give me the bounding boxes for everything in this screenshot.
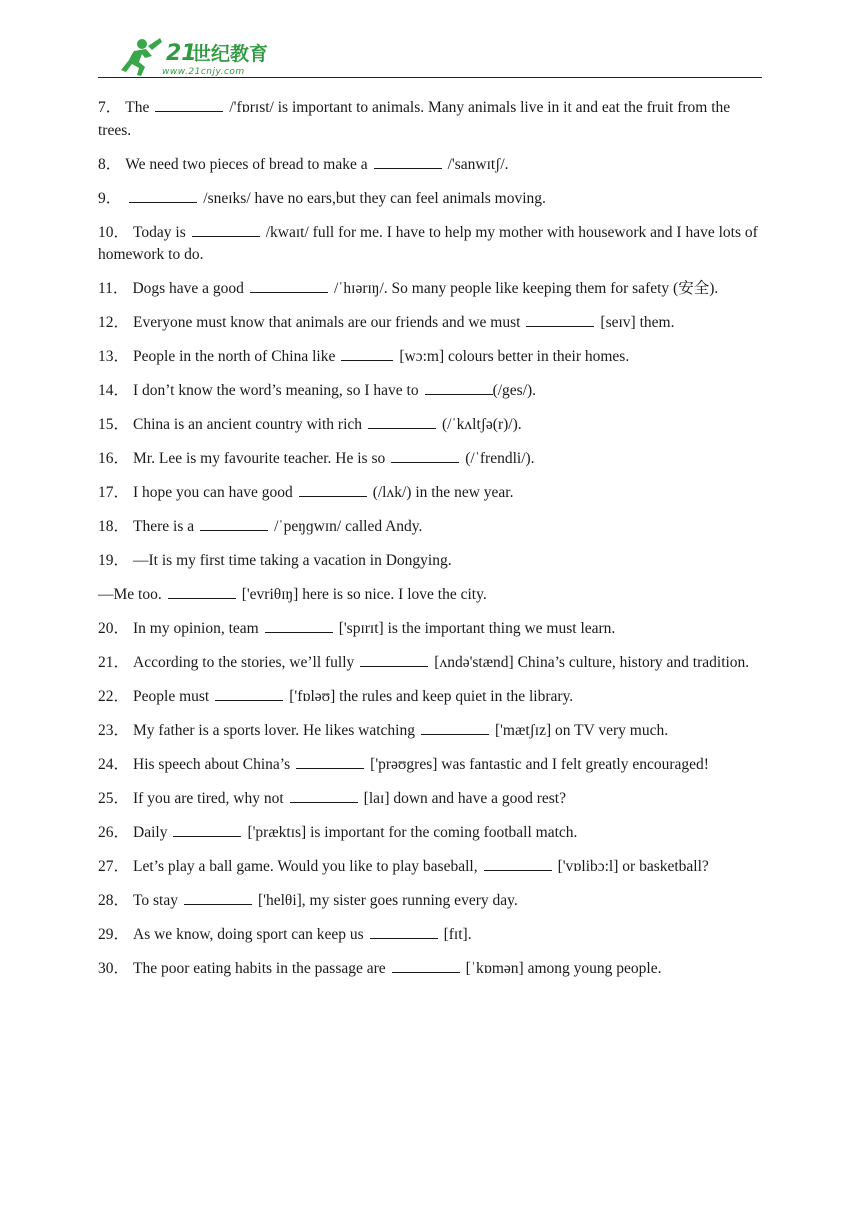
answer-blank[interactable] [425, 380, 493, 395]
phonetic-hint-text: ['spɪrɪt] is the important thing we must learn. [338, 620, 616, 637]
question-number: 7． [98, 99, 122, 116]
question-item [98, 652, 762, 675]
question-number: 9． [98, 189, 122, 207]
answer-blank[interactable] [192, 222, 260, 237]
page-header [98, 34, 762, 80]
question-item [98, 754, 762, 777]
svg-text:世纪教育: 世纪教育 [192, 43, 269, 65]
question-number: 28． [98, 892, 130, 909]
answer-blank[interactable] [391, 448, 459, 463]
question-text: I hope you can have good [133, 484, 293, 501]
question-text: There is a [133, 518, 195, 535]
question-text: Daily [133, 824, 168, 841]
answer-blank[interactable] [173, 822, 241, 837]
answer-blank[interactable] [370, 924, 438, 939]
question-number: 27． [98, 858, 130, 875]
answer-blank[interactable] [299, 482, 367, 497]
answer-blank[interactable] [484, 856, 552, 871]
answer-blank[interactable] [368, 414, 436, 429]
question-item [98, 188, 762, 211]
phonetic-hint-text: [seɪv] them. [600, 314, 675, 331]
phonetic-hint-text: /kwaɪt/ full for me. I have to help my mother with housework and I have lots of homework to do. [98, 223, 758, 263]
question-item [98, 380, 762, 403]
question-item [98, 278, 762, 301]
21cnjy-logo [112, 36, 282, 78]
question-text: We need two pieces of bread to make a [125, 155, 368, 173]
question-text: —Me too. [98, 586, 162, 603]
answer-blank[interactable] [421, 720, 489, 735]
question-item [98, 924, 762, 947]
question-text: In my opinion, team [133, 620, 259, 637]
phonetic-hint-text: [ˈkɒmən] among young people. [465, 960, 662, 977]
question-number: 23． [98, 722, 130, 739]
phonetic-hint-text: [ʌndə'stænd] China’s culture, history and tradition. [434, 654, 750, 671]
question-number: 12． [98, 314, 130, 331]
svg-text:21: 21 [166, 41, 197, 66]
answer-blank[interactable] [360, 652, 428, 667]
question-number: 13． [98, 348, 130, 365]
answer-blank[interactable] [200, 516, 268, 531]
question-text: —It is my first time taking a vacation in Dongying. [133, 552, 452, 569]
question-text: According to the stories, we’ll fully [133, 654, 355, 671]
answer-blank[interactable] [374, 154, 442, 169]
question-text: Everyone must know that animals are our friends and we must [133, 314, 521, 331]
answer-blank[interactable] [129, 188, 197, 203]
question-number: 20． [98, 620, 130, 637]
phonetic-hint-text: (/ˈfrendli/). [465, 450, 535, 467]
phonetic-hint-text: ['fɒləʊ] the rules and keep quiet in the library. [289, 688, 574, 705]
question-text: As we know, doing sport can keep us [133, 926, 364, 943]
question-text: My father is a sports lover. He likes watching [133, 722, 415, 739]
question-number: 21． [98, 654, 130, 671]
question-item [98, 720, 762, 743]
answer-blank[interactable] [215, 686, 283, 701]
question-number: 22． [98, 688, 130, 705]
answer-blank[interactable] [168, 584, 236, 599]
answer-blank[interactable] [250, 278, 328, 293]
question-number: 16． [98, 450, 130, 467]
question-item [98, 414, 762, 437]
phonetic-hint-text: ['vɒlibɔ:l] or basketball? [557, 858, 709, 875]
question-item [98, 97, 762, 142]
answer-blank[interactable] [155, 97, 223, 112]
phonetic-hint-text: [fɪt]. [443, 926, 472, 943]
question-number: 25． [98, 790, 130, 807]
phonetic-hint-text: (/ˈkʌltʃə(r)/). [442, 416, 522, 433]
question-text: The poor eating habits in the passage are [133, 960, 386, 977]
phonetic-hint-text: (/lʌk/) in the new year. [372, 484, 514, 501]
phonetic-hint-text: ['præktɪs] is important for the coming football match. [247, 824, 578, 841]
question-text: I don’t know the word’s meaning, so I have to [133, 382, 419, 399]
question-item [98, 686, 762, 709]
phonetic-hint-text: /ˈpeŋɡwɪn/ called Andy. [274, 518, 423, 535]
question-item [98, 550, 762, 573]
question-item [98, 856, 762, 879]
question-item [98, 346, 762, 369]
question-item [98, 154, 762, 177]
answer-blank[interactable] [526, 312, 594, 327]
question-text: Mr. Lee is my favourite teacher. He is so [133, 450, 386, 467]
answer-blank[interactable] [184, 890, 252, 905]
question-item [98, 584, 762, 607]
question-item [98, 516, 762, 539]
question-number: 15． [98, 416, 130, 433]
phonetic-hint-text: /'fɒrɪst/ is important to animals. Many animals live in it and eat the fruit from the trees. [98, 99, 731, 139]
question-number: 19． [98, 552, 130, 569]
phonetic-hint-text: ['prəʊgres] was fantastic and I felt greatly encouraged! [370, 756, 709, 773]
phonetic-hint-text: ['mætʃɪz] on TV very much. [494, 722, 669, 739]
question-number: 24． [98, 756, 130, 773]
question-item [98, 958, 762, 981]
question-number: 17． [98, 484, 130, 501]
question-text: Dogs have a good [132, 280, 244, 297]
phonetic-hint-text: /ˈhɪərɪŋ/. So many people like keeping them for safety (安全). [333, 280, 719, 297]
question-text: China is an ancient country with rich [133, 416, 363, 433]
question-number: 10． [98, 223, 130, 241]
question-number: 14． [98, 382, 130, 399]
question-item [98, 312, 762, 335]
question-list [98, 97, 762, 992]
question-item [98, 890, 762, 913]
answer-blank[interactable] [296, 754, 364, 769]
answer-blank[interactable] [341, 346, 393, 361]
question-number: 8． [98, 155, 122, 173]
question-number: 11． [98, 280, 129, 297]
question-item [98, 482, 762, 505]
phonetic-hint-text: [laɪ] down and have a good rest? [363, 790, 566, 807]
question-text: Let’s play a ball game. Would you like to play baseball, [133, 858, 478, 875]
header-divider [98, 77, 762, 78]
question-text: To stay [133, 892, 178, 909]
question-text: If you are tired, why not [133, 790, 284, 807]
question-item [98, 788, 762, 811]
answer-blank[interactable] [265, 618, 333, 633]
phonetic-hint-text: ['evriθɪŋ] here is so nice. I love the city. [241, 586, 487, 603]
answer-blank[interactable] [290, 788, 358, 803]
question-number: 30． [98, 960, 130, 977]
question-text: People in the north of China like [133, 348, 336, 365]
question-text: Today is [133, 223, 186, 241]
phonetic-hint-text: (/ges/). [492, 382, 537, 399]
question-item [98, 222, 762, 267]
question-text: People must [133, 688, 210, 705]
phonetic-hint-text: /'sanwɪtʃ/. [447, 155, 509, 173]
question-item [98, 618, 762, 641]
question-text: His speech about China’s [133, 756, 291, 773]
svg-text:www.21cnjy.com: www.21cnjy.com [162, 67, 245, 77]
question-item [98, 822, 762, 845]
phonetic-hint-text: ['helθi], my sister goes running every day. [258, 892, 518, 909]
question-text: The [125, 99, 150, 116]
question-number: 29． [98, 926, 130, 943]
question-number: 18． [98, 518, 130, 535]
answer-blank[interactable] [392, 958, 460, 973]
question-item [98, 448, 762, 471]
phonetic-hint-text: /sneɪks/ have no ears,but they can feel animals moving. [203, 189, 546, 207]
question-number: 26． [98, 824, 130, 841]
phonetic-hint-text: [wɔ:m] colours better in their homes. [399, 348, 630, 365]
